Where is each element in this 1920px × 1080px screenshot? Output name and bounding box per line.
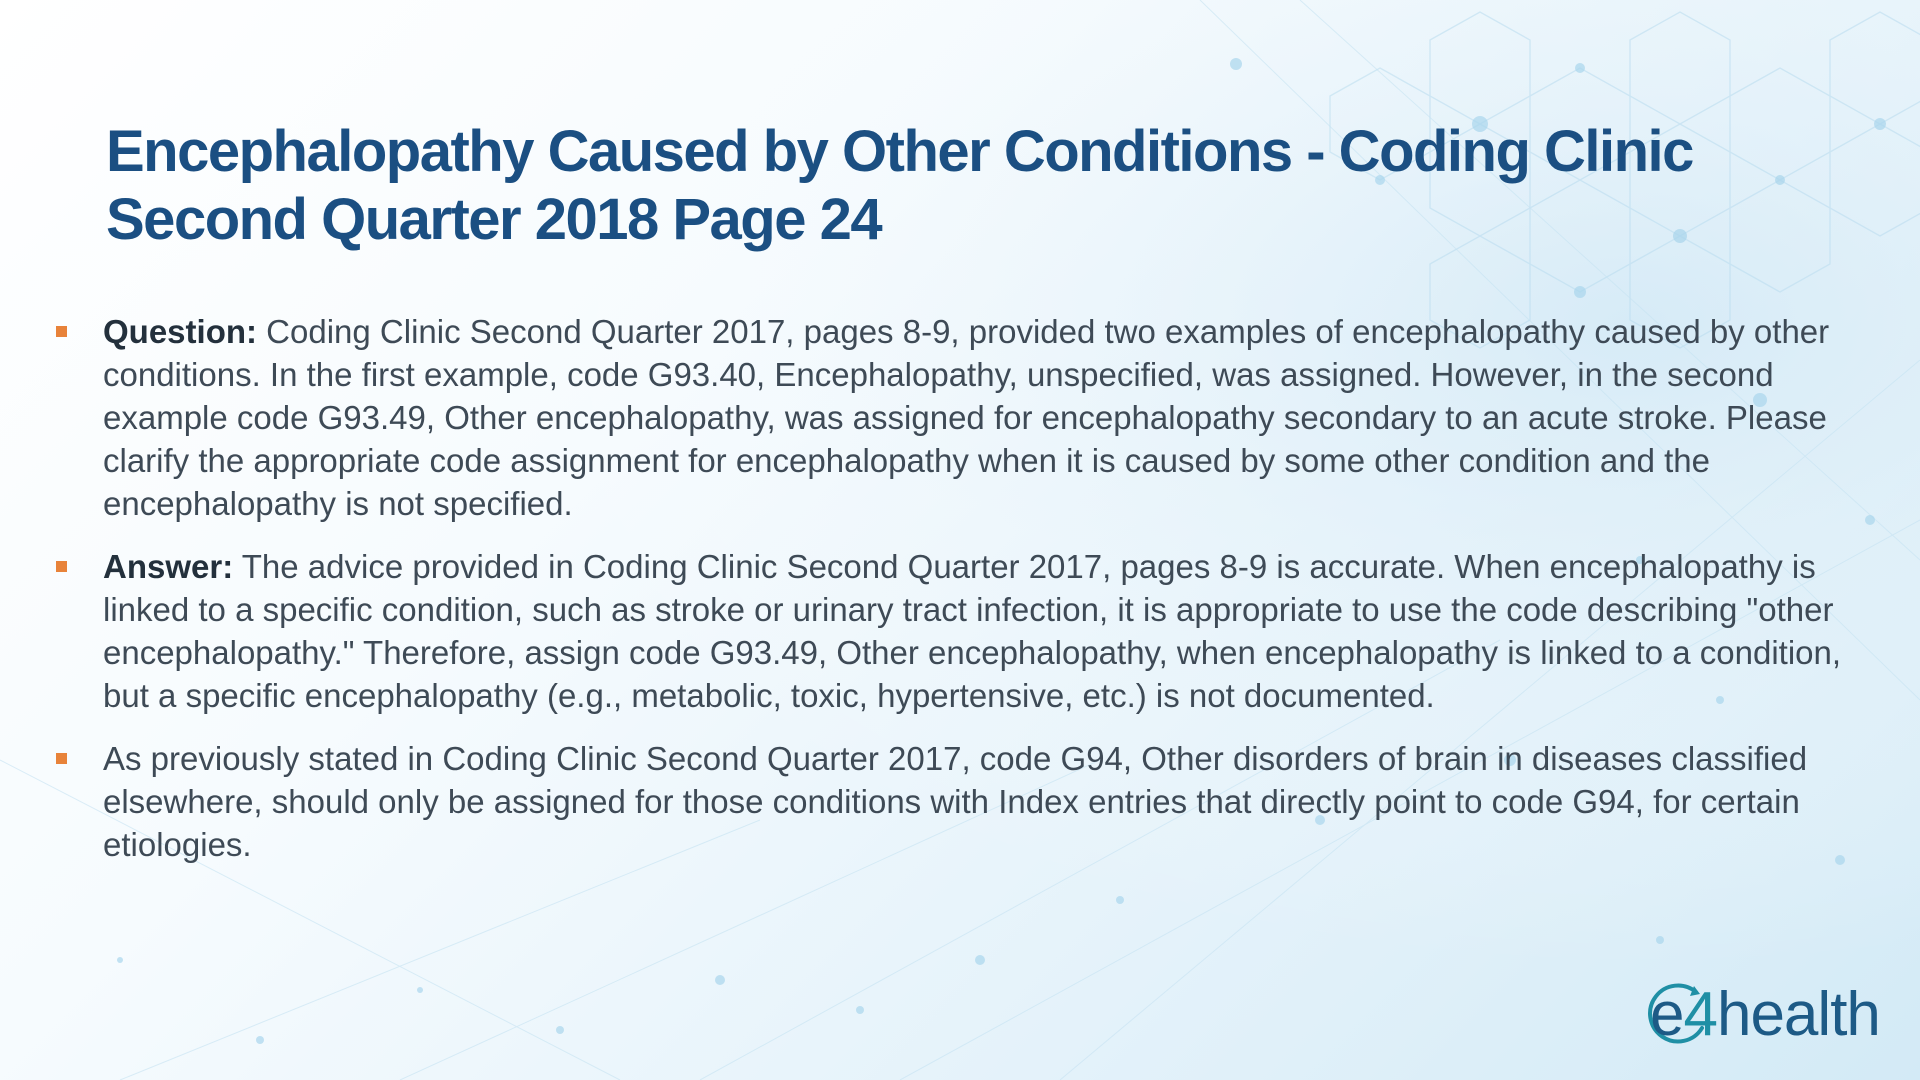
bullet-question xyxy=(56,310,1856,525)
slide-title: Encephalopathy Caused by Other Conditions - Coding Clinic Second Quarter 2018 Page 24 xyxy=(106,119,1693,252)
bullet-note xyxy=(56,737,1856,866)
bullet-text: As previously stated in Coding Clinic Second Quarter 2017, code G94, Other disorders of brain in diseases classified elsewhere, should only be assigned for those conditions with Index entries that directly point to code G94, for certain etiologies. xyxy=(103,740,1808,863)
logo-wordmark xyxy=(1650,978,1880,1052)
orange-square-bullet-icon xyxy=(56,326,67,337)
bullet-answer xyxy=(56,545,1856,717)
e4health-logo xyxy=(1644,978,1894,1058)
bullet-lead: Question: xyxy=(103,313,257,350)
orange-square-bullet-icon xyxy=(56,753,67,764)
bullet-lead: Answer: xyxy=(103,548,234,585)
logo-prefix: e xyxy=(1650,980,1684,1049)
logo-suffix: health xyxy=(1716,980,1880,1049)
orange-square-bullet-icon xyxy=(56,561,67,572)
bullet-list xyxy=(56,310,1856,886)
bullet-text: Coding Clinic Second Quarter 2017, pages 8-9, provided two examples of encephalopathy caused by other conditions. In the first example, code G93.40, Encephalopathy, unspecified, was assigned. However, in the second example code G93.49, Other encephalopathy, was assigned for encephalopathy secondary to an acute stroke. Please clarify the appropriate code assignment for encephalopathy when it is caused by some other condition and the encephalopathy is not specified. xyxy=(103,313,1830,522)
bullet-text: The advice provided in Coding Clinic Second Quarter 2017, pages 8-9 is accurate. When encephalopathy is linked to a specific condition, such as stroke or urinary tract infection, it is appropriate to use the code describing "other encephalopathy." Therefore, assign code G93.49, Other encephalopathy, when encephalopathy is linked to a condition, but a specific encephalopathy (e.g., metabolic, toxic, hypertensive, etc.) is not documented. xyxy=(103,548,1842,714)
logo-digit: 4 xyxy=(1683,980,1717,1049)
